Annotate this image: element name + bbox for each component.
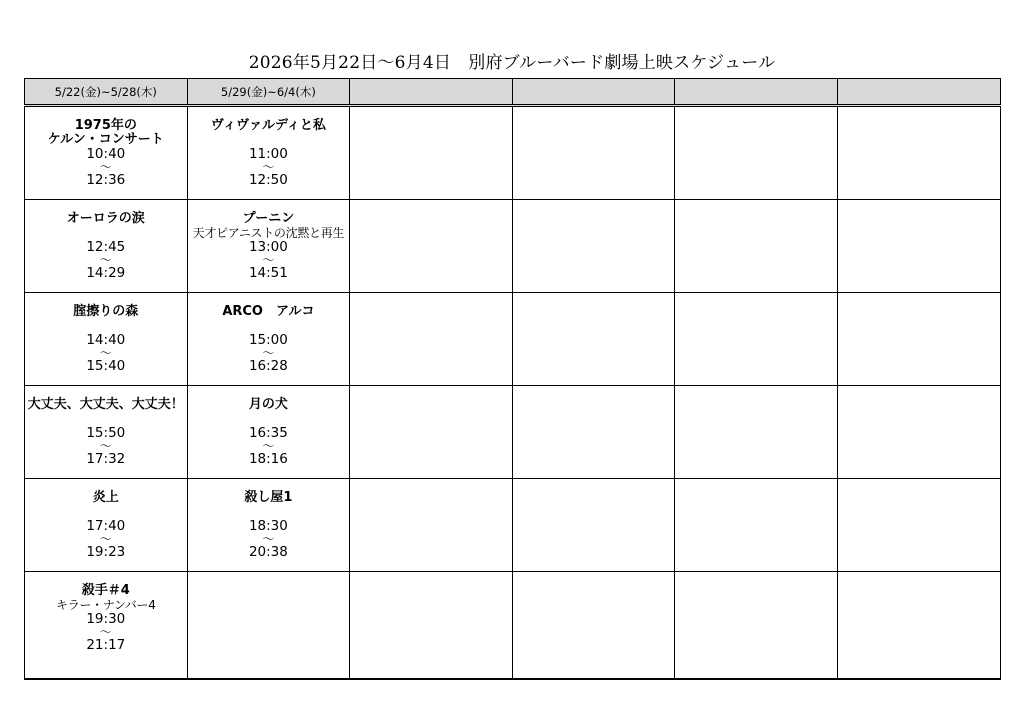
- movie-title: 1975年の ケルン・コンサート: [47, 118, 164, 147]
- end-time: 19:23: [86, 544, 126, 560]
- empty-cell: [675, 106, 838, 200]
- empty-cell: [837, 200, 1000, 293]
- empty-cell: [837, 479, 1000, 572]
- page-title: 2026年5月22日～6月4日 別府ブルーバード劇場上映スケジュール: [248, 53, 776, 73]
- empty-cell: [350, 479, 513, 572]
- end-time: 12:50: [248, 172, 288, 188]
- movie-title: 月の犬: [248, 397, 288, 412]
- end-time: 20:38: [248, 544, 288, 560]
- end-time: 16:28: [248, 358, 288, 374]
- empty-cell: [675, 572, 838, 680]
- empty-cell: [675, 479, 838, 572]
- empty-cell: [837, 106, 1000, 200]
- end-time: 15:40: [86, 358, 126, 374]
- empty-cell: [837, 293, 1000, 386]
- time-separator: ～: [99, 253, 112, 267]
- empty-cell: [512, 200, 675, 293]
- time-separator: ～: [99, 625, 112, 639]
- movie-title: 腟擦りの森: [73, 304, 139, 319]
- table-row: [25, 293, 1001, 386]
- empty-cell: [675, 200, 838, 293]
- time-separator: ～: [99, 532, 112, 546]
- screening-cell: [25, 386, 188, 479]
- column-header-empty: [675, 79, 838, 106]
- time-separator: ～: [262, 532, 275, 546]
- time-separator: ～: [262, 253, 275, 267]
- screening-cell: [25, 479, 188, 572]
- empty-cell: [512, 479, 675, 572]
- table-row: [25, 106, 1001, 200]
- column-header-week-1: 5/22(金)~5/28(木): [25, 79, 188, 106]
- screening-cell: [25, 200, 188, 293]
- empty-cell: [675, 293, 838, 386]
- empty-cell: [512, 572, 675, 680]
- screening-cell: [187, 293, 350, 386]
- end-time: 21:17: [86, 637, 126, 653]
- screening-cell: [25, 293, 188, 386]
- screening-cell: [187, 386, 350, 479]
- end-time: 17:32: [86, 451, 126, 467]
- table-row: [25, 572, 1001, 680]
- screening-cell: [25, 572, 188, 680]
- movie-title: オーロラの涙: [66, 211, 145, 226]
- empty-cell: [350, 386, 513, 479]
- screening-cell: [187, 106, 350, 200]
- time-separator: ～: [99, 160, 112, 174]
- time-separator: ～: [262, 160, 275, 174]
- screening-cell: [187, 200, 350, 293]
- movie-title: 殺手＃4: [81, 583, 130, 598]
- movie-subtitle: 天才ピアニストの沈黙と再生: [192, 226, 345, 240]
- start-time: 14:40: [86, 332, 126, 348]
- column-header-empty: [837, 79, 1000, 106]
- start-time: 15:00: [248, 332, 288, 348]
- column-header-week-2: 5/29(金)~6/4(木): [187, 79, 350, 106]
- end-time: 14:51: [248, 265, 288, 281]
- movie-title: プーニン: [242, 211, 295, 226]
- start-time: 18:30: [248, 518, 288, 534]
- end-time: 12:36: [86, 172, 126, 188]
- empty-cell: [512, 386, 675, 479]
- empty-cell: [350, 200, 513, 293]
- empty-cell: [837, 386, 1000, 479]
- empty-cell: [512, 293, 675, 386]
- movie-title: ヴィヴァルディと私: [210, 118, 326, 133]
- start-time: 11:00: [248, 146, 288, 162]
- start-time: 19:30: [86, 611, 126, 627]
- empty-cell: [350, 293, 513, 386]
- movie-subtitle: キラー・ナンバー4: [56, 598, 156, 612]
- start-time: 13:00: [248, 239, 288, 255]
- column-header-empty: [512, 79, 675, 106]
- start-time: 10:40: [86, 146, 126, 162]
- empty-cell: [675, 386, 838, 479]
- empty-cell: [350, 106, 513, 200]
- schedule-table: [24, 78, 1001, 680]
- time-separator: ～: [262, 439, 275, 453]
- screening-cell: [25, 106, 188, 200]
- empty-cell: [837, 572, 1000, 680]
- screening-cell: [187, 479, 350, 572]
- table-row: [25, 386, 1001, 479]
- start-time: 16:35: [248, 425, 288, 441]
- start-time: 12:45: [86, 239, 126, 255]
- empty-cell: [512, 106, 675, 200]
- end-time: 18:16: [248, 451, 288, 467]
- column-header-empty: [350, 79, 513, 106]
- header-row: [25, 79, 1001, 106]
- start-time: 15:50: [86, 425, 126, 441]
- start-time: 17:40: [86, 518, 126, 534]
- time-separator: ～: [99, 346, 112, 360]
- empty-cell: [187, 572, 350, 680]
- table-row: [25, 479, 1001, 572]
- movie-title: 大丈夫、大丈夫、大丈夫！: [27, 397, 184, 412]
- empty-cell: [350, 572, 513, 680]
- table-row: [25, 200, 1001, 293]
- time-separator: ～: [262, 346, 275, 360]
- movie-title: 殺し屋1: [244, 490, 293, 505]
- time-separator: ～: [99, 439, 112, 453]
- movie-title: ARCO アルコ: [222, 304, 315, 319]
- movie-title: 炎上: [92, 490, 119, 505]
- end-time: 14:29: [86, 265, 126, 281]
